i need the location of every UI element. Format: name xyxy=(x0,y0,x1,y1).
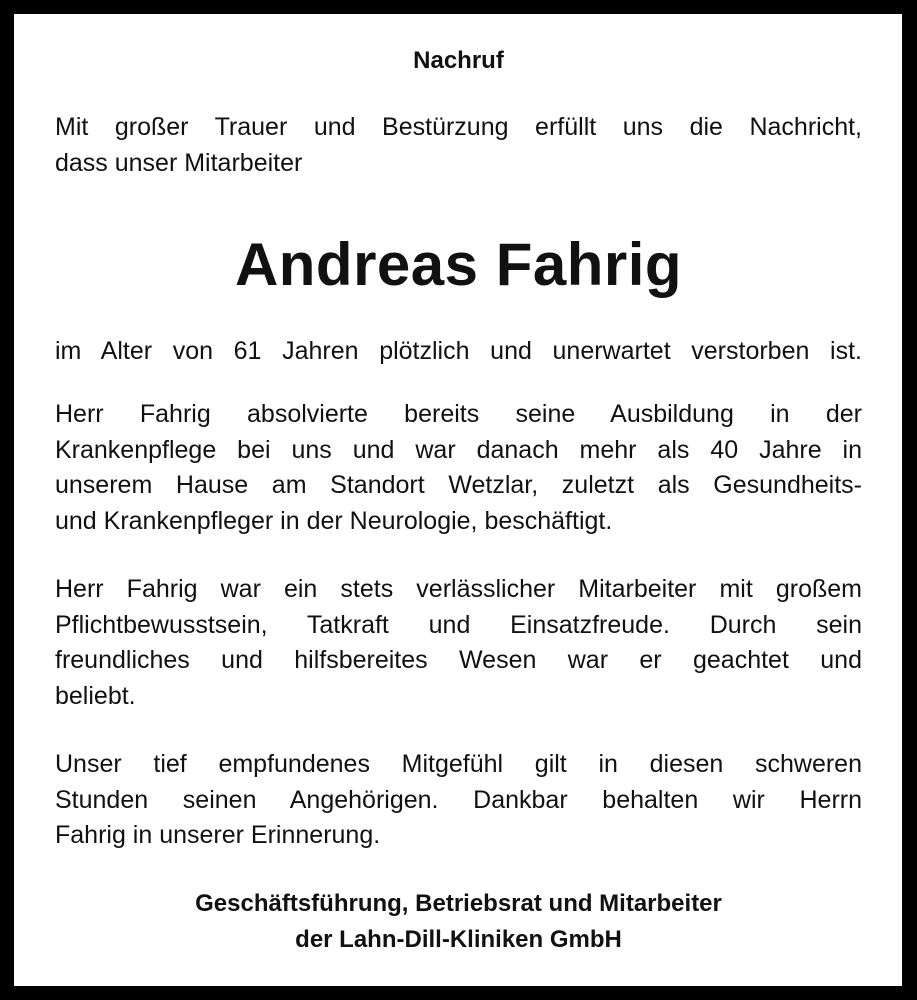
text-line: Fahrig in unserer Erinnerung. xyxy=(55,821,381,849)
signature-block xyxy=(55,886,862,958)
text-line: Krankenpflege bei uns und war danach mehr als 40 Jahre in xyxy=(55,435,862,464)
intro-paragraph xyxy=(55,110,862,181)
text-line: Pflichtbewusstsein, Tatkraft und Einsatzfreude. Durch sein xyxy=(55,610,862,639)
text-line: Mit großer Trauer und Bestürzung erfüllt uns die Nachricht, xyxy=(55,113,862,141)
text-line: unserem Hause am Standort Wetzlar, zuletzt als Gesundheits- xyxy=(55,471,862,499)
text-line: freundliches und hilfsbereites Wesen war er geachtet und xyxy=(55,646,862,674)
text-line: Stunden seinen Angehörigen. Dankbar behalten wir Herrn xyxy=(55,785,862,814)
signature-line: der Lahn-Dill-Kliniken GmbH xyxy=(295,926,622,953)
signature-line: Geschäftsführung, Betriebsrat und Mitarbeiter xyxy=(195,890,722,917)
condolence-paragraph xyxy=(55,747,862,854)
text-line: beliebt. xyxy=(55,681,136,710)
text-line: Herr Fahrig war ein stets verlässlicher Mitarbeiter mit großem xyxy=(55,575,862,603)
text-line: im Alter von 61 Jahren plötzlich und unerwartet verstorben ist. xyxy=(55,337,862,365)
text-line: Unser tief empfundenes Mitgefühl gilt in diesen schweren xyxy=(55,750,862,778)
text-line: Herr Fahrig absolvierte bereits seine Ausbildung in der xyxy=(55,400,862,428)
career-paragraph xyxy=(55,397,862,539)
text-line: dass unser Mitarbeiter xyxy=(55,148,303,177)
character-paragraph xyxy=(55,572,862,714)
deceased-name: Andreas Fahrig xyxy=(234,231,683,298)
age-paragraph xyxy=(55,334,862,370)
obituary-title: Nachruf xyxy=(413,47,504,74)
text-line: und Krankenpfleger in der Neurologie, beschäftigt. xyxy=(55,506,613,535)
